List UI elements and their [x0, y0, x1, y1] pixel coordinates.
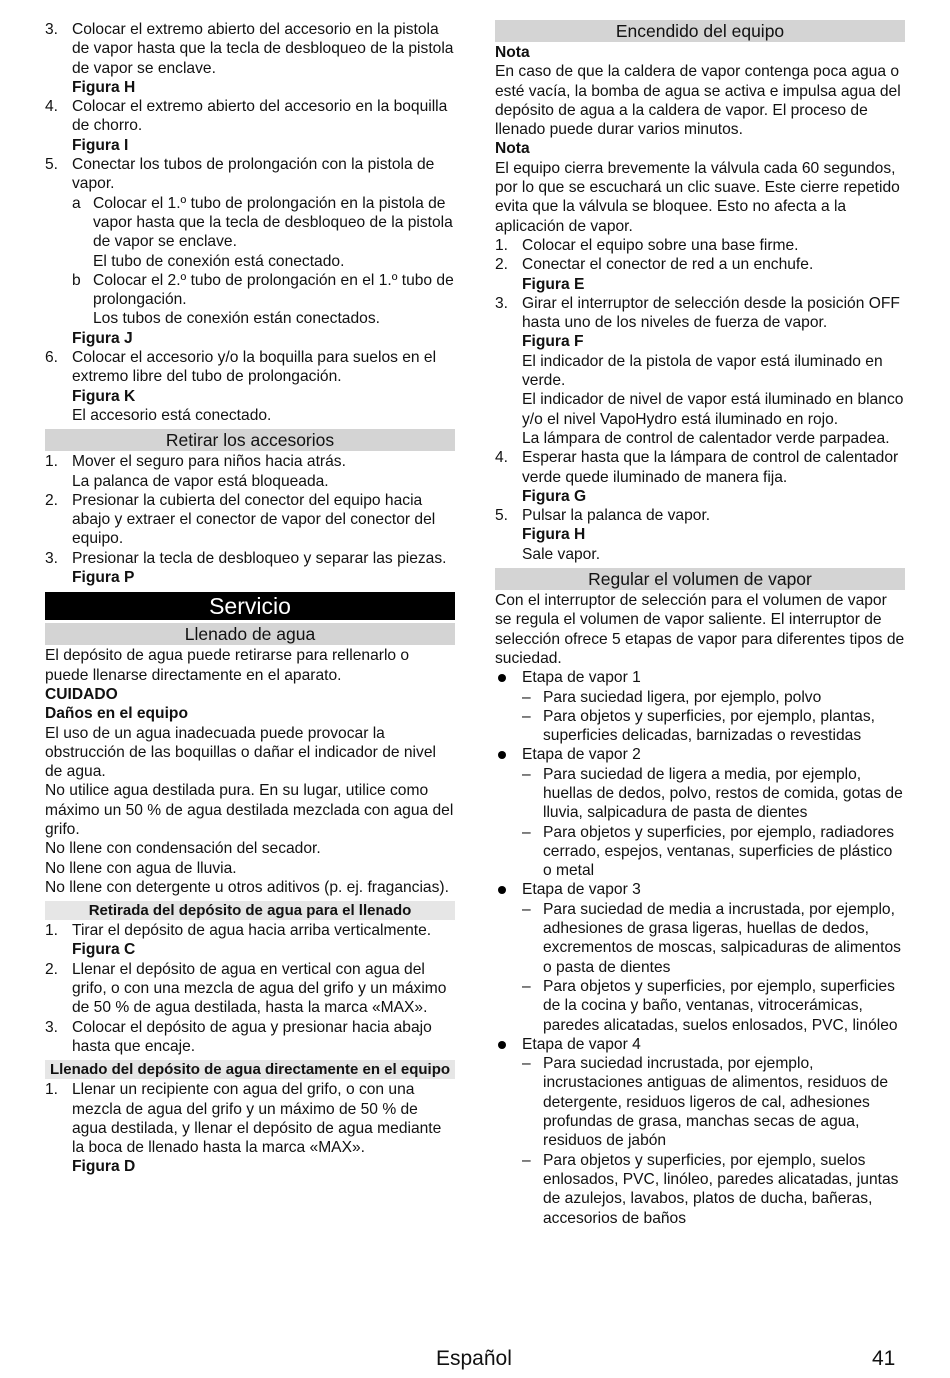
dash-text: Para objetos y superficies, por ejemplo, superficies de la cocina y baño, ventanas, vitrocerámicas, paredes alicatadas, suelos enlosados, PVC, linóleo — [543, 977, 898, 1034]
dash-text: Para suciedad incrustada, por ejemplo, incrustaciones antiguas de alimentos, residuos de detergente, residuos ligeros de cal, adhesiones profundas de grasa, manchas secas de agua, residuos de jabón — [543, 1055, 888, 1150]
step-number: 5. — [45, 156, 59, 174]
step-number: 1. — [45, 1081, 59, 1099]
dash-item — [495, 1054, 905, 1150]
warning-line: No llene con agua de lluvia. — [45, 859, 237, 877]
figure-ref: Figura D — [72, 1158, 136, 1176]
warning-line: No utilice agua destilada pura. En su lugar, utilice como máximo un 50 % de agua destilada mezclada con agua del grifo. — [45, 782, 454, 838]
dash-text: Para suciedad de ligera a media, por ejemplo, huellas de dedos, polvo, restos de comida, gotas de lluvia, salpicadura de pasta de dientes — [543, 765, 903, 822]
bullet-icon — [498, 886, 506, 894]
figure-ref: Figura E — [522, 275, 585, 293]
caution-subtitle: Daños en el equipo — [45, 705, 188, 723]
step-text: Llenar un recipiente con agua del grifo, o con una mezcla de agua del grifo y un máximo de 50 % de agua destilada, y llenar el depósito de agua mediante la boca de llenado hasta la marca «MAX». — [72, 1081, 442, 1157]
paragraph: El depósito de agua puede retirarse para rellenarlo o puede llenarse directamente en el aparato. — [45, 647, 410, 684]
step-item — [45, 960, 455, 1018]
substep-item — [72, 194, 455, 271]
left-column — [45, 20, 455, 1177]
dash-text: Para objetos y superficies, por ejemplo, plantas, superficies delicadas, barnizadas o revestidas — [543, 707, 875, 745]
step-item — [45, 348, 455, 425]
step-number: 2. — [495, 256, 509, 274]
note-text: El equipo cierra brevemente la válvula cada 60 segundos, por lo que se escuchará un clic suave. Este cierre repetido evita que la válvula se bloquee. Esto no afecta a la aplicación de vapor. — [495, 159, 900, 235]
bullet-icon — [498, 1041, 506, 1049]
stage-item — [495, 668, 905, 687]
substep-text: Colocar el 1.º tubo de prolongación en la pistola de vapor hasta que la tecla de desbloqueo de la pistola de vapor se enclave. — [93, 194, 453, 251]
step-number: 5. — [495, 507, 509, 525]
stage-label: Etapa de vapor 1 — [522, 669, 641, 687]
step-item — [45, 155, 455, 348]
step-text: Esperar hasta que la lámpara de control de calentador verde quede iluminado de manera fija. — [522, 449, 899, 486]
step-result: La palanca de vapor está bloqueada. — [72, 472, 329, 490]
section-heading-switch-on: Encendido del equipo — [495, 20, 905, 42]
stage-item — [495, 745, 905, 764]
figure-ref: Figura I — [72, 136, 129, 154]
dash-icon: – — [522, 1055, 531, 1073]
step-item — [495, 448, 905, 506]
figure-ref: Figura C — [72, 941, 136, 959]
figure-ref: Figura H — [72, 78, 136, 96]
stage-item — [495, 880, 905, 899]
dash-icon: – — [522, 1151, 531, 1169]
dash-text: Para suciedad ligera, por ejemplo, polvo — [543, 688, 822, 706]
stage-label: Etapa de vapor 4 — [522, 1035, 641, 1053]
substep-result: Los tubos de conexión están conectados. — [93, 310, 380, 328]
step-item — [45, 452, 455, 491]
substep-letter: a — [72, 194, 81, 212]
dash-icon: – — [522, 707, 531, 725]
right-column — [495, 20, 905, 1228]
step-text: Tirar el depósito de agua hacia arriba verticalmente. — [72, 922, 432, 940]
stage-label: Etapa de vapor 2 — [522, 746, 641, 764]
step-item — [45, 1080, 455, 1176]
dash-icon: – — [522, 977, 531, 995]
step-item — [495, 294, 905, 448]
step-text: Girar el interruptor de selección desde la posición OFF hasta uno de los niveles de fuerza de vapor. — [522, 294, 900, 332]
substep-result: El tubo de conexión está conectado. — [93, 252, 345, 270]
note-title: Nota — [495, 44, 530, 61]
substep-text: Colocar el 2.º tubo de prolongación en el 1.º tubo de prolongación. — [93, 271, 454, 309]
step-number: 4. — [495, 449, 509, 467]
step-result: La lámpara de control de calentador verde parpadea. — [522, 429, 890, 447]
step-text: Presionar la cubierta del conector del equipo hacia abajo y extraer el conector de vapor del conector del equipo. — [72, 491, 436, 548]
dash-item — [495, 765, 905, 823]
bullet-icon — [498, 751, 506, 759]
step-text: Mover el seguro para niños hacia atrás. — [72, 453, 346, 471]
dash-item — [495, 823, 905, 881]
step-text: Colocar el extremo abierto del accesorio en la boquilla de chorro. — [72, 98, 448, 135]
step-text: Conectar los tubos de prolongación con la pistola de vapor. — [72, 156, 435, 193]
step-result: El indicador de nivel de vapor está iluminado en blanco y/o el nivel VapoHydro está iluminado en rojo. — [522, 391, 904, 428]
paragraph: Con el interruptor de selección para el volumen de vapor se regula el volumen de vapor saliente. El interruptor de selección ofrece 5 etapas de vapor para diferentes tipos de suciedad. — [495, 592, 905, 667]
dash-item — [495, 900, 905, 977]
dash-item — [495, 977, 905, 1035]
step-number: 1. — [45, 453, 59, 471]
step-text: Conectar el conector de red a un enchufe. — [522, 256, 814, 274]
dash-icon: – — [522, 823, 531, 841]
step-item — [45, 97, 455, 155]
dash-item — [495, 707, 905, 746]
figure-ref: Figura P — [72, 569, 135, 587]
dash-text: Para objetos y superficies, por ejemplo, suelos enlosados, PVC, linóleo, paredes alicatadas, juntas de azulejos, lavabos, platos de ducha, bañeras, accesorios de baños — [543, 1151, 899, 1227]
step-text: Llenar el depósito de agua en vertical con agua del grifo, o con una mezcla de agua del grifo y un máximo de 50 % de agua destilada, hasta la marca «MAX». — [72, 960, 447, 1017]
step-number: 6. — [45, 349, 59, 367]
step-item — [495, 255, 905, 294]
step-number: 2. — [45, 960, 59, 978]
step-result: El indicador de la pistola de vapor está iluminado en verde. — [522, 352, 883, 390]
dash-icon: – — [522, 688, 531, 706]
figure-ref: Figura G — [522, 487, 587, 505]
figure-ref: Figura H — [522, 526, 586, 544]
figure-ref: Figura K — [72, 387, 136, 405]
step-result: Sale vapor. — [522, 545, 601, 563]
step-item — [45, 549, 455, 588]
section-heading-remove-accessories: Retirar los accesorios — [45, 429, 455, 451]
footer-language: Español — [436, 1347, 512, 1370]
section-heading-water-fill: Llenado de agua — [45, 623, 455, 645]
caution-title: CUIDADO — [45, 685, 118, 703]
stage-label: Etapa de vapor 3 — [522, 881, 641, 899]
step-number: 3. — [495, 294, 509, 312]
subsection-heading-remove-tank: Retirada del depósito de agua para el llenado — [45, 901, 455, 920]
substep-item — [72, 271, 455, 329]
chapter-heading-service: Servicio — [45, 592, 455, 620]
step-item — [45, 1018, 455, 1057]
note-text: En caso de que la caldera de vapor contenga poca agua o esté vacía, la bomba de agua se activa e impulsa agua del depósito de agua a la caldera de vapor. El proceso de llenado puede durar varios minutos. — [495, 63, 901, 139]
step-text: Pulsar la palanca de vapor. — [522, 507, 711, 525]
bullet-icon — [498, 674, 506, 682]
step-number: 3. — [45, 549, 59, 567]
step-number: 3. — [45, 21, 59, 38]
step-number: 2. — [45, 491, 59, 509]
dash-item — [495, 688, 905, 707]
subsection-heading-direct-fill: Llenado del depósito de agua directamente en el equipo — [45, 1060, 455, 1079]
step-text: Colocar el accesorio y/o la boquilla para suelos en el extremo libre del tubo de prolongación. — [72, 349, 437, 386]
page-number: 41 — [872, 1347, 896, 1370]
step-number: 3. — [45, 1018, 59, 1036]
step-text: Presionar la tecla de desbloqueo y separar las piezas. — [72, 549, 447, 567]
dash-item — [495, 1151, 905, 1228]
dash-icon: – — [522, 900, 531, 918]
warning-line: No llene con condensación del secador. — [45, 840, 321, 858]
warning-line: No llene con detergente u otros aditivos (p. ej. fragancias). — [45, 878, 449, 896]
dash-text: Para objetos y superficies, por ejemplo, radiadores cerrado, espejos, ventanas, superficies de plástico o metal — [543, 823, 895, 880]
figure-ref: Figura F — [522, 333, 584, 351]
step-item — [45, 921, 455, 960]
step-item — [45, 491, 455, 549]
figure-ref: Figura J — [72, 329, 133, 347]
section-heading-steam-volume: Regular el volumen de vapor — [495, 568, 905, 590]
step-number: 1. — [45, 922, 59, 940]
step-item — [45, 20, 455, 97]
step-item — [495, 236, 905, 255]
step-text: Colocar el extremo abierto del accesorio en la pistola de vapor hasta que la tecla de desbloqueo de la pistola de vapor se enclave. — [72, 21, 454, 77]
caution-text: El uso de un agua inadecuada puede provocar la obstrucción de las boquillas o dañar el indicador de nivel de agua. — [45, 724, 436, 781]
step-result: El accesorio está conectado. — [72, 406, 272, 424]
step-text: Colocar el depósito de agua y presionar hacia abajo hasta que encaje. — [72, 1018, 432, 1055]
substep-letter: b — [72, 271, 81, 289]
step-text: Colocar el equipo sobre una base firme. — [522, 236, 799, 254]
dash-icon: – — [522, 765, 531, 783]
step-number: 4. — [45, 98, 59, 116]
stage-item — [495, 1035, 905, 1054]
step-number: 1. — [495, 236, 509, 254]
dash-text: Para suciedad de media a incrustada, por ejemplo, adhesiones de grasa ligeras, huellas de dedos, excrementos de moscas, salpicaduras de alimentos o pasta de dientes — [543, 900, 901, 976]
step-item — [495, 506, 905, 564]
note-title: Nota — [495, 140, 530, 158]
